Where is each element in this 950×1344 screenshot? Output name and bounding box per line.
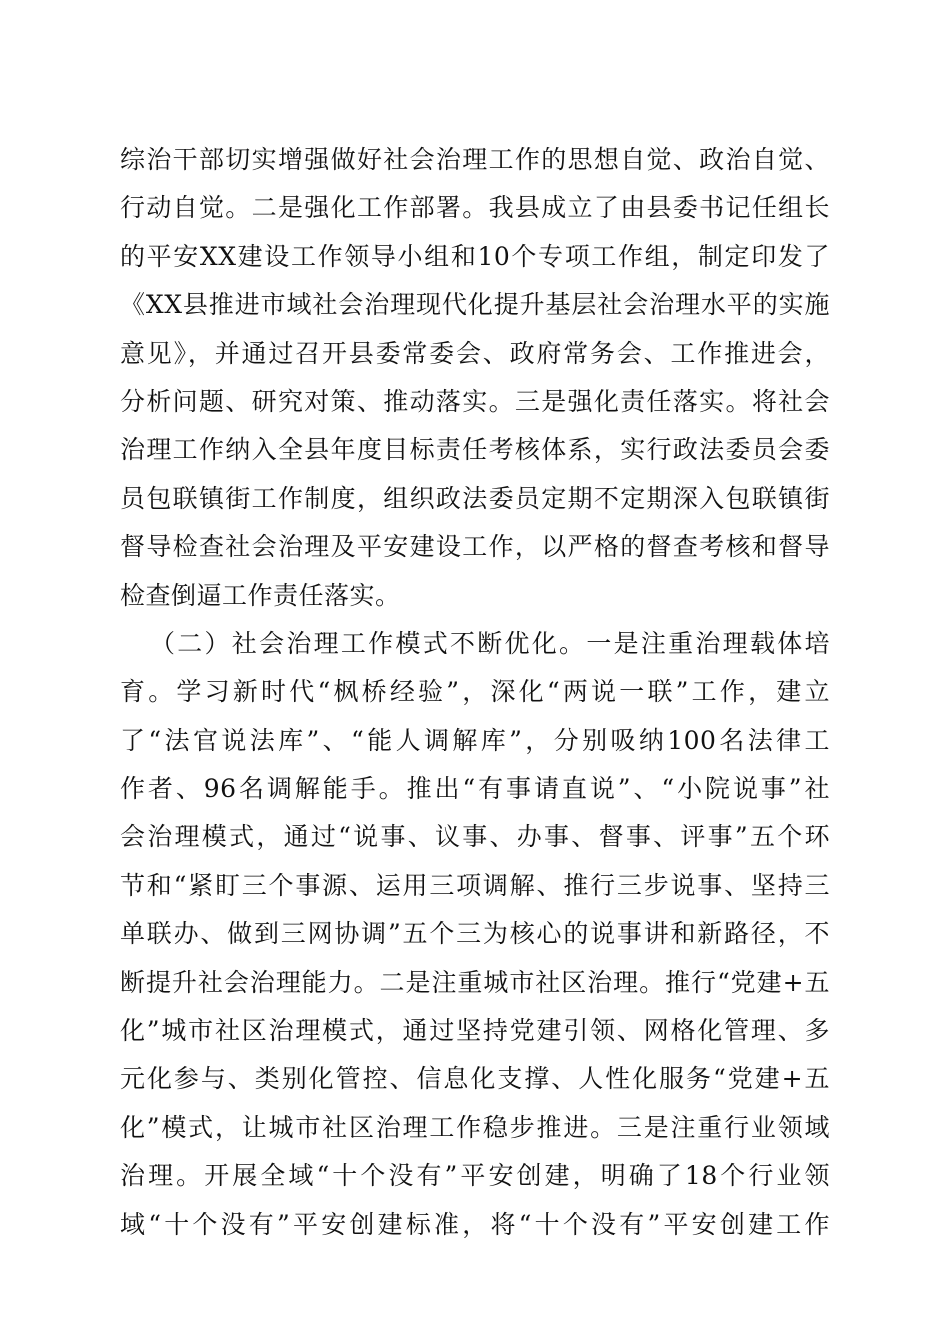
text-line: 治理工作纳入全县年度目标责任考核体系，实行政法委员会委 xyxy=(120,435,830,465)
text-line: 的平安XX建设工作领导小组和10个专项工作组，制定印发了 xyxy=(120,241,830,271)
text-line: 化”城市社区治理模式，通过坚持党建引领、网格化管理、多 xyxy=(120,1016,830,1046)
text-line: 断提升社会治理能力。二是注重城市社区治理。推行“党建+五 xyxy=(120,967,830,997)
text-line: 意见》，并通过召开县委常委会、政府常务会、工作推进会， xyxy=(120,338,830,368)
text-line: 行动自觉。二是强化工作部署。我县成立了由县委书记任组长 xyxy=(120,193,830,223)
text-line: 育。学习新时代“枫桥经验”，深化“两说一联”工作，建立 xyxy=(120,677,830,707)
text-line: 检查倒逼工作责任落实。 xyxy=(120,580,401,610)
text-line: 综治干部切实增强做好社会治理工作的思想自觉、政治自觉、 xyxy=(120,145,830,174)
text-line: 节和“紧盯三个事源、运用三项调解、推行三步说事、坚持三 xyxy=(120,870,830,900)
text-line: 了“法官说法库”、“能人调解库”，分别吸纳100名法律工 xyxy=(120,725,830,755)
text-line: 《XX县推进市域社会治理现代化提升基层社会治理水平的实施 xyxy=(120,290,830,320)
text-line: 化”模式，让城市社区治理工作稳步推进。三是注重行业领域 xyxy=(120,1112,830,1142)
text-line: 督导检查社会治理及平安建设工作，以严格的督查考核和督导 xyxy=(120,532,830,562)
section-heading-line: （二）社会治理工作模式不断优化。一是注重治理载体培 xyxy=(150,628,830,658)
document-body xyxy=(120,136,830,1249)
text-line: 单联办、做到三网协调”五个三为核心的说事讲和新路径，不 xyxy=(120,919,830,949)
text-line: 分析问题、研究对策、推动落实。三是强化责任落实。将社会 xyxy=(120,386,830,416)
text-line: 作者、96名调解能手。推出“有事请直说”、“小院说事”社 xyxy=(120,774,830,804)
text-line: 治理。开展全域“十个没有”平安创建，明确了18个行业领 xyxy=(120,1161,830,1191)
text-line: 域“十个没有”平安创建标准，将“十个没有”平安创建工作 xyxy=(120,1209,830,1239)
text-line: 元化参与、类别化管控、信息化支撑、人性化服务“党建+五 xyxy=(120,1064,830,1094)
text-line: 员包联镇街工作制度，组织政法委员定期不定期深入包联镇街 xyxy=(120,483,830,513)
text-line: 会治理模式，通过“说事、议事、办事、督事、评事”五个环 xyxy=(120,822,830,852)
